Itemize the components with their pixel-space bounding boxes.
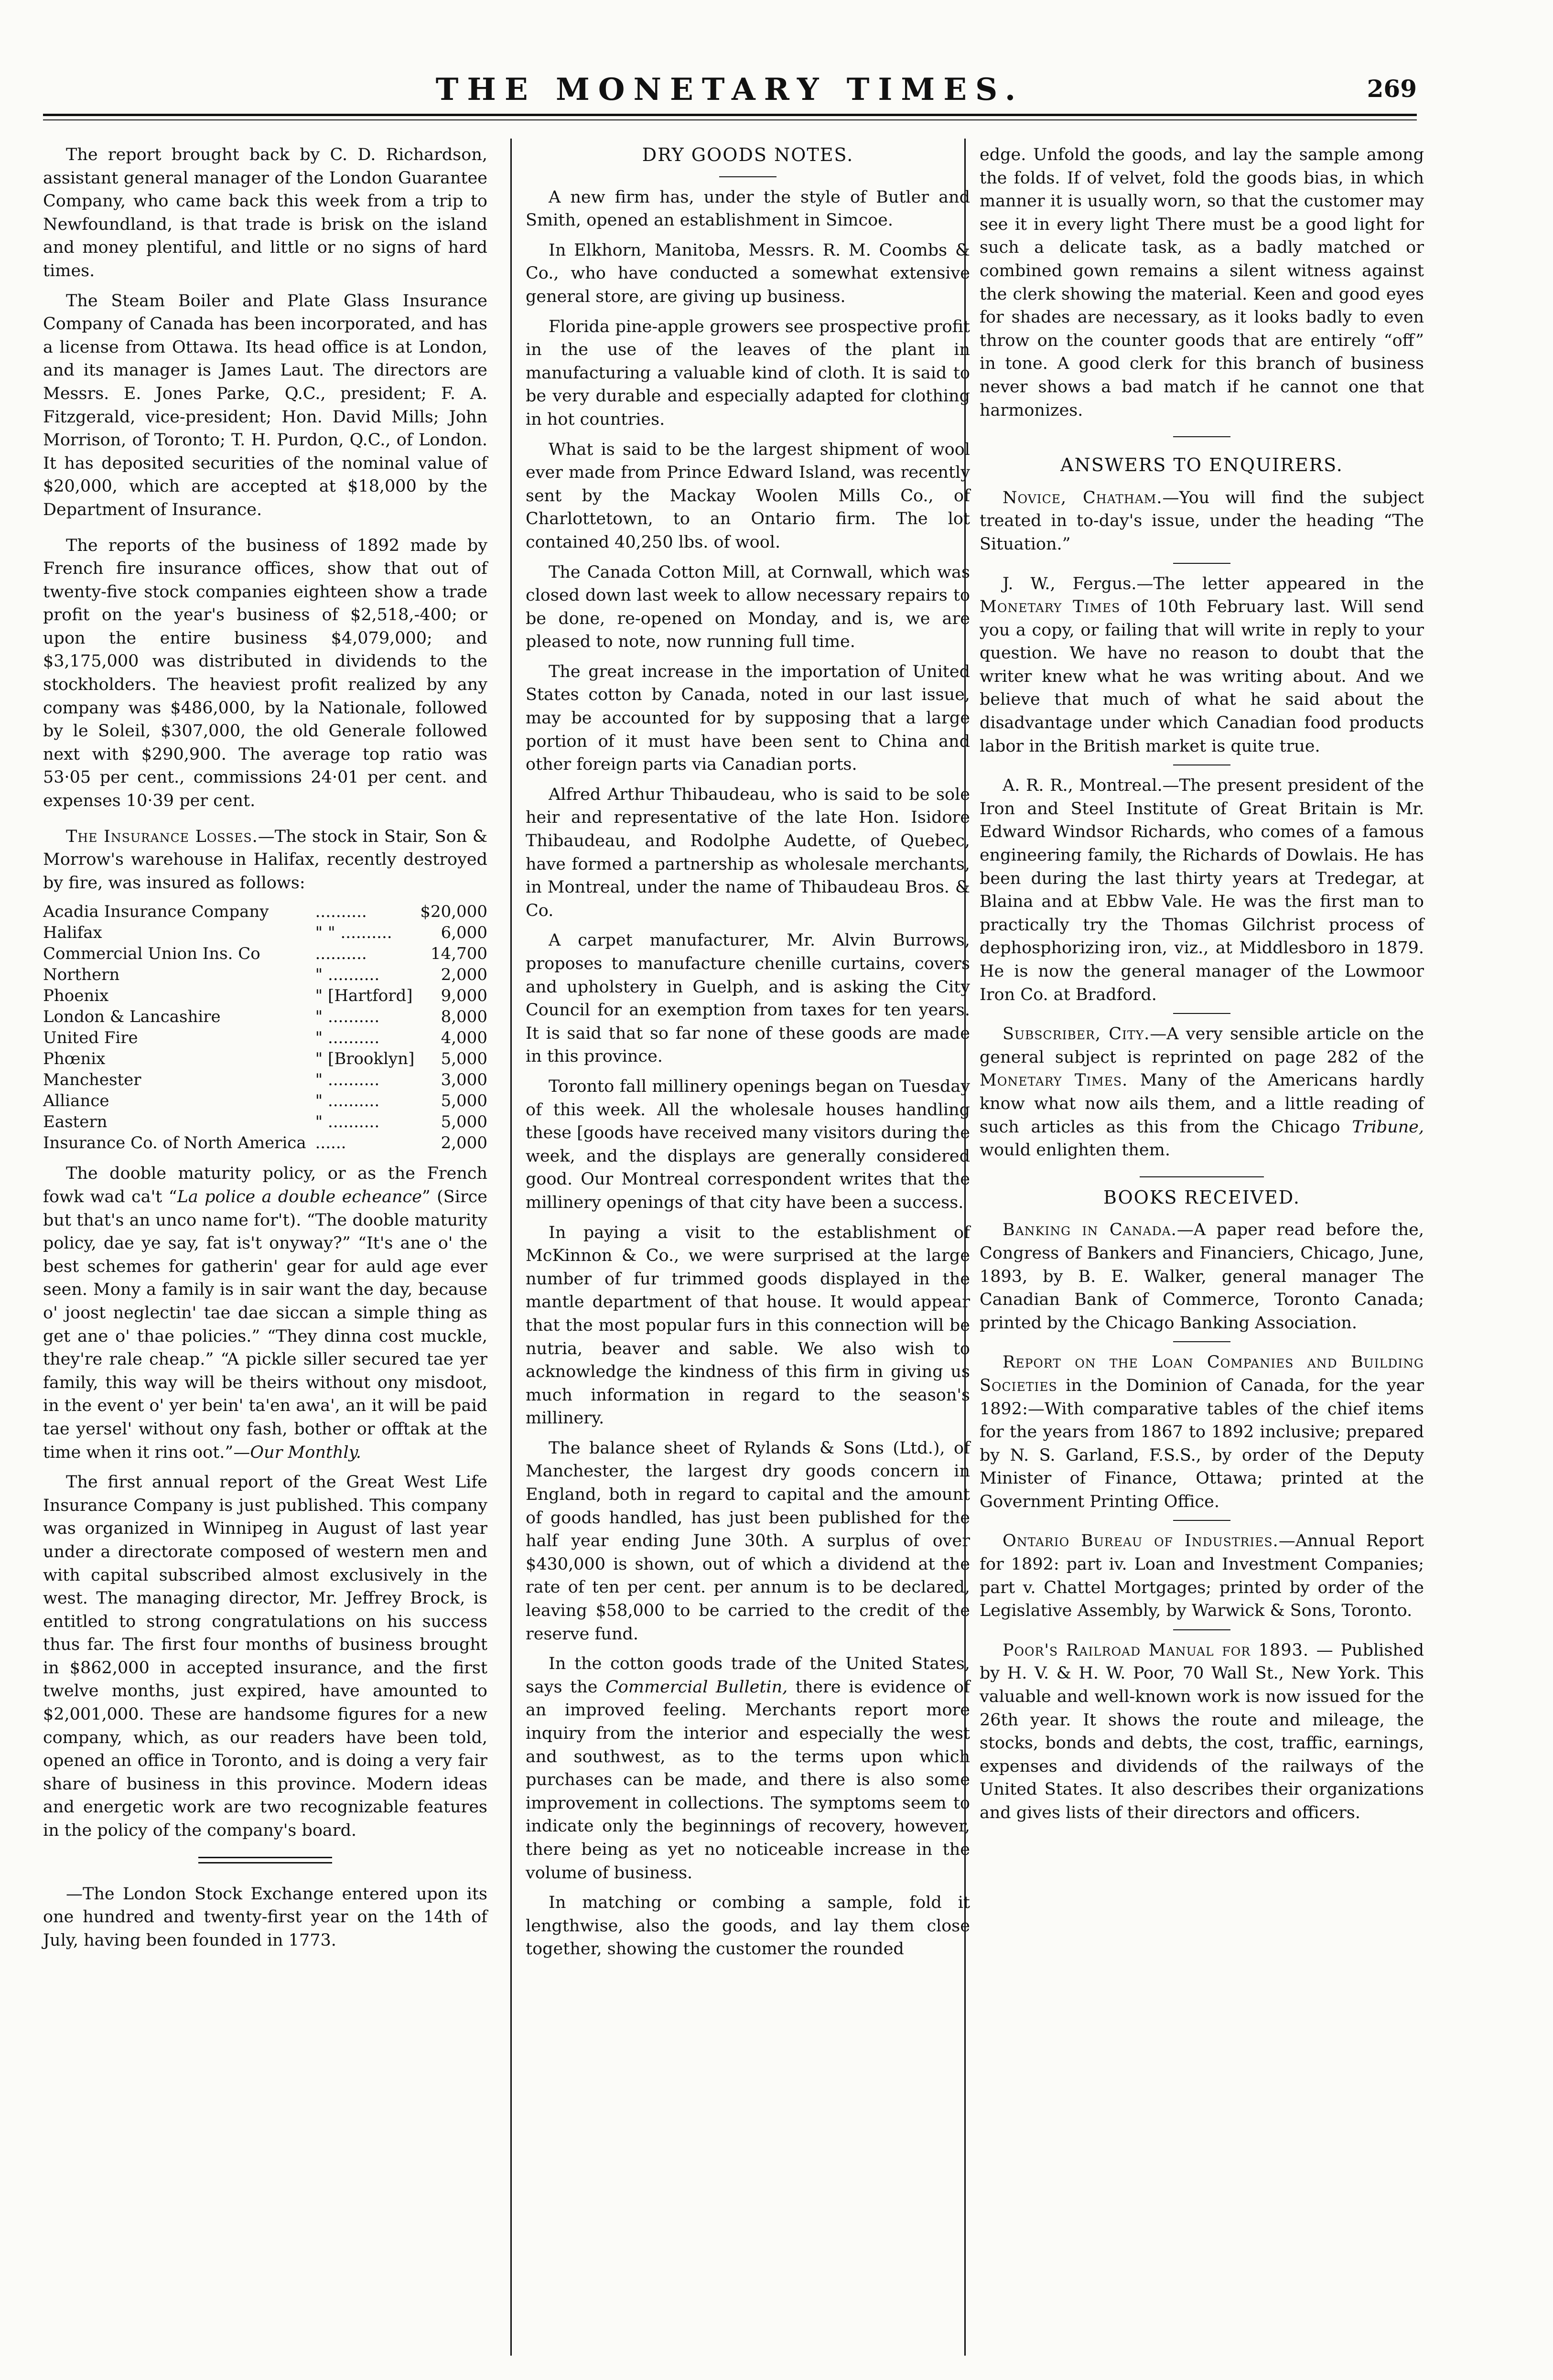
short-divider <box>1173 1013 1230 1014</box>
loss-location: " .......... <box>315 1070 380 1090</box>
article-paragraph: What is said to be the largest shipment of wool ever made from Prince Edward Island, was recently sent by the Mackay Woolen Mills Co., of Charlottetown, to an Ontario firm. The lot contained 40,250 lbs. of wool. <box>526 440 970 552</box>
short-divider <box>1140 1176 1264 1177</box>
loss-amount: 9,000 <box>441 986 487 1006</box>
short-divider <box>1173 1341 1230 1342</box>
page-number: 269 <box>1367 75 1417 103</box>
article-lead: The Insurance Losses. <box>66 827 258 846</box>
table-row <box>43 1111 487 1132</box>
loss-company: Insurance Co. of North America <box>43 1133 306 1153</box>
loss-location: ...... <box>315 1133 346 1153</box>
loss-location: " .......... <box>315 1091 380 1111</box>
loss-amount: $20,000 <box>420 902 487 922</box>
header-rule <box>43 114 1417 116</box>
section-heading: DRY GOODS NOTES. <box>642 144 854 165</box>
section-divider <box>198 1857 332 1863</box>
loss-company: Alliance <box>43 1091 109 1111</box>
article-paragraph: Florida pine-apple growers see prospective profit in the use of the leaves of the plant in manufacturing a valuable kind of cloth. It is said to be very durable and especially adapted for clothing in hot countries. <box>526 317 970 429</box>
article-paragraph: A new firm has, under the style of Butler and Smith, opened an establishment in Simcoe. <box>526 187 970 230</box>
article-paragraph: In the cotton goods trade of the United States, says the Commercial Bulletin, there is evidence of an improved feeling. Merchants report more inquiry from the interior and especially the west and southwest, as to the terms upon which purchases can be made, and there is also some improvement in collections. The symptoms seem to indicate only the beginnings of recovery, however, there being as yet no noticeable increase in the volume of business. <box>526 1654 970 1883</box>
loss-company: London & Lancashire <box>43 1007 221 1027</box>
article-paragraph: In matching or combing a sample, fold it lengthwise, also the goods, and lay them close together, showing the customer the rounded <box>526 1893 970 1959</box>
table-row <box>43 1006 487 1027</box>
loss-company: Phœnix <box>43 1049 106 1069</box>
column-divider-1 <box>510 139 512 2356</box>
loss-company: Commercial Union Ins. Co <box>43 944 260 964</box>
loss-company: Halifax <box>43 923 102 943</box>
article-paragraph: The report brought back by C. D. Richardson, assistant general manager of the London Guarantee Company, who came back this week from a trip to Newfoundland, is that trade is brisk on the island and money plentiful, and little or no signs of hard times. <box>43 145 487 280</box>
article-paragraph: Alfred Arthur Thibaudeau, who is said to be sole heir and representative of the late Hon. Isidore Thibaudeau, and Rodolphe Audette, of Quebec, have formed a partnership as wholesale merchants, in Montreal, under the name of Thibaudeau Bros. & Co. <box>526 785 970 920</box>
table-row <box>43 1069 487 1090</box>
loss-amount: 2,000 <box>441 1133 487 1153</box>
article-paragraph: Toronto fall millinery openings began on Tuesday of this week. All the wholesale houses handling these [goods have received many visitors during the week, and the displays are generally considered good. Our Montreal correspondent writes that the millinery openings of that city have been a success. <box>526 1077 970 1212</box>
article-paragraph: The Steam Boiler and Plate Glass Insurance Company of Canada has been incorporated, and has a license from Ottawa. Its head office is at London, and its manager is James Laut. The directors are Messrs. E. Jones Parke, Q.C., president; F. A. Fitzgerald, vice-president; Hon. David Mills; John Morrison, of Toronto; T. H. Purdon, Q.C., of London. It has deposited securities of the nominal value of $20,000, which are accepted at $18,000 by the Department of Insurance. <box>43 291 487 519</box>
article-paragraph: In paying a visit to the establishment of McKinnon & Co., we were surprised at the large number of fur trimmed goods displayed in the mantle department of that house. It would appear that the most popular furs in this connection will be nutria, beaver and sable. We also wish to acknowledge the kindness of this firm in giving us much information in regard to the season's millinery. <box>526 1223 970 1428</box>
loss-location: .......... <box>315 944 367 964</box>
loss-company: Eastern <box>43 1112 108 1132</box>
book-entry: Banking in Canada.—A paper read before the, Congress of Bankers and Financiers, Chicago, June, 1893, by B. E. Walker, general manager The Canadian Bank of Commerce, Toronto Canada; printed by the Chicago Banking Association. <box>980 1220 1424 1333</box>
loss-amount: 5,000 <box>441 1049 487 1069</box>
article-paragraph: The Insurance Losses.—The stock in Stair, Son & Morrow's warehouse in Halifax, recently destroyed by fire, was insured as follows: <box>43 827 488 893</box>
short-divider <box>1173 1520 1230 1521</box>
article-paragraph: A carpet manufacturer, Mr. Alvin Burrows, proposes to manufacture chenille curtains, covers and upholstery in Guelph, and is asking the City Council for an exemption from taxes for ten years. It is said that so far none of these goods are made in this province. <box>526 931 970 1066</box>
loss-location: .......... <box>315 902 367 922</box>
loss-company: Phoenix <box>43 986 109 1006</box>
masthead <box>43 72 1417 129</box>
column-1 <box>43 143 487 1959</box>
loss-location: " .......... <box>315 1028 380 1048</box>
book-entry: Report on the Loan Companies and Building Societies in the Dominion of Canada, for the year 1892:—With comparative tables of the chief items for the years from 1867 to 1892 inclusive; prepared by N. S. Garland, F.S.S., by order of the Deputy Minister of Finance, Ottawa; printed at the Government Printing Office. <box>980 1353 1424 1511</box>
short-divider <box>1173 1629 1230 1630</box>
column-3 <box>980 143 1424 1831</box>
article-paragraph: —The London Stock Exchange entered upon its one hundred and twenty-first year on the 14th of July, having been founded in 1773. <box>43 1884 487 1950</box>
article-paragraph: The Canada Cotton Mill, at Cornwall, which was closed down last week to allow necessary repairs to be done, re-opened on Monday, and is, we are pleased to note, now running full time. <box>526 562 970 652</box>
loss-amount: 2,000 <box>441 965 487 985</box>
table-row <box>43 922 487 943</box>
loss-amount: 8,000 <box>441 1007 487 1027</box>
article-paragraph: The balance sheet of Rylands & Sons (Ltd.), of Manchester, the largest dry goods concern in England, both in regard to capital and the amount of goods handled, has just been published for the half year ending June 30th. A surplus of over $430,000 is shown, out of which a dividend at the rate of ten per cent. per annum is to be declared, leaving $58,000 to be carried to the credit of the reserve fund. <box>526 1438 970 1644</box>
article-paragraph: The great increase in the importation of United States cotton by Canada, noted in our last issue, may be accounted for by supposing that a large portion of it must have been sent to China and other foreign parts via Canadian ports. <box>526 662 970 775</box>
column-2 <box>526 143 970 1968</box>
loss-company: Manchester <box>43 1070 141 1090</box>
loss-amount: 14,700 <box>431 944 487 964</box>
header-rule-thin <box>43 119 1417 120</box>
short-divider <box>719 176 776 177</box>
enquiry-answer: Subscriber, City.—A very sensible article on the general subject is reprinted on page 282 of the Monetary Times. Many of the Americans hardly know what now ails them, and a little reading of such articles as this from the Chicago Tribune, would enlighten them. <box>980 1024 1424 1160</box>
table-row <box>43 901 487 922</box>
loss-location: " [Hartford] <box>315 986 413 1006</box>
article-paragraph: The dooble maturity policy, or as the French fowk wad ca't “La police a double echeance” (Sirce but that's an unco name for't). “The dooble maturity policy, dae ye say, fat is't onyway?” “It's ane o' the best schemes for gatherin' gear for auld age ever seen. Mony a family is in sair want the day, because o' joost neglectin' tae dae siccan a simple thing as get ane o' thae policies.” “They dinna cost muckle, they're rale cheap.” “A pickle siller secured tae yer family, this way will be theirs without ony misdoot, in the event o' yer bein' ta'en awa', an it will be paid tae yersel' without ony fash, bother or offtak at the time when it rins oot.”—Our Monthly. <box>43 1164 487 1462</box>
table-row <box>43 964 487 985</box>
article-paragraph: The reports of the business of 1892 made by French fire insurance offices, show that out of twenty-five stock companies eighteen show a trade profit on the year's business of $2,518,-400; or upon the entire business $4,079,000; and $3,175,000 was distributed in dividends to the stockholders. The heaviest profit realized by any company was $486,000, by la Nationale, followed by le Soleil, $307,000, the old Generale followed next with $290,900. The average top ratio was 53·05 per cent., commissions 24·01 per cent. and expenses 10·39 per cent. <box>43 536 487 811</box>
table-row <box>43 1027 487 1048</box>
book-entry: Ontario Bureau of Industries.—Annual Report for 1892: part iv. Loan and Investment Companies; part v. Chattel Mortgages; printed by order of the Legislative Assembly, by Warwick & Sons, Toronto. <box>980 1531 1424 1621</box>
table-row <box>43 985 487 1006</box>
loss-amount: 5,000 <box>441 1091 487 1111</box>
enquiry-answer: A. R. R., Montreal.—The present president of the Iron and Steel Institute of Great Britain is Mr. Edward Windsor Richards, who comes of a famous engineering family, the Richards of Dowlais. He has been during the last thirty years at Tredegar, at Blaina and at Ebbw Vale. He was the first man to practically try the Thomas Gilchrist process of dephosphorizing iron, viz., at Middlesboro in 1879. He is now the general manager of the Lowmoor Iron Co. at Bradford. <box>980 776 1424 1004</box>
table-row <box>43 1090 487 1111</box>
enquiry-answer: J. W., Fergus.—The letter appeared in the Monetary Times of 10th February last. Will send you a copy, or failing that will write in reply to your question. We have no reason to doubt that the writer knew what he was writing about. And we believe that much of what he said about the disadvantage under which Canadian food products labor in the British market is quite true. <box>980 574 1424 756</box>
short-divider <box>1173 436 1230 437</box>
table-row <box>43 1132 487 1153</box>
loss-location: " .......... <box>315 1007 380 1027</box>
book-entry: Poor's Railroad Manual for 1893. — Published by H. V. & H. W. Poor, 70 Wall St., New York. This valuable and well-known work is now issued for the 26th year. It shows the route and mileage, the stocks, bonds and debts, the cost, traffic, earnings, expenses and dividends of the railways of the United States. It also describes their organizations and gives lists of their directors and officers. <box>980 1640 1424 1822</box>
table-row <box>43 943 487 964</box>
loss-amount: 3,000 <box>441 1070 487 1090</box>
loss-location: " .......... <box>315 1112 380 1132</box>
insurance-losses-table <box>43 901 487 1153</box>
short-divider <box>1173 563 1230 564</box>
article-paragraph: edge. Unfold the goods, and lay the sample among the folds. If of velvet, fold the goods bias, in which manner it is usually worn, so that the customer may see it in every light There must be a good light for such a delicate task, as a badly matched or combined gown remains a silent witness against the clerk showing the material. Keen and good eyes for shades are necessary, as it looks badly to even throw on the counter goods that are entirely “off” in tone. A good clerk for this branch of business never shows a bad match if he cannot one that harmonizes. <box>980 145 1424 420</box>
section-heading: ANSWERS TO ENQUIRERS. <box>1060 454 1343 476</box>
loss-location: " [Brooklyn] <box>315 1049 415 1069</box>
loss-company: Acadia Insurance Company <box>43 902 269 922</box>
article-paragraph: The first annual report of the Great West Life Insurance Company is just published. This company was organized in Winnipeg in August of last year under a directorate composed of western men and with capital subscribed almost exclusively in the west. The managing director, Mr. Jeffrey Brock, is entitled to strong congratulations on his success thus far. The first four months of business brought in $862,000 in accepted insurance, and the first twelve months, just expired, have amounted to $2,001,000. These are handsome figures for a new company, which, as our readers have been told, opened an office in Toronto, and is doing a very fair share of business in this province. Modern ideas and energetic work are two recognizable features in the policy of the company's board. <box>43 1473 487 1841</box>
loss-location: " " .......... <box>315 923 392 943</box>
loss-company: United Fire <box>43 1028 138 1048</box>
table-row <box>43 1048 487 1069</box>
enquiry-answer: Novice, Chatham.—You will find the subject treated in to-day's issue, under the heading “The Situation.” <box>980 488 1424 554</box>
loss-location: " .......... <box>315 965 380 985</box>
loss-amount: 6,000 <box>441 923 487 943</box>
section-heading: BOOKS RECEIVED. <box>1103 1186 1300 1208</box>
article-paragraph: In Elkhorn, Manitoba, Messrs. R. M. Coombs & Co., who have conducted a somewhat extensive general store, are giving up business. <box>526 240 970 306</box>
loss-amount: 4,000 <box>441 1028 487 1048</box>
publication-title: THE MONETARY TIMES. <box>435 72 1025 108</box>
loss-company: Northern <box>43 965 120 985</box>
loss-amount: 5,000 <box>441 1112 487 1132</box>
